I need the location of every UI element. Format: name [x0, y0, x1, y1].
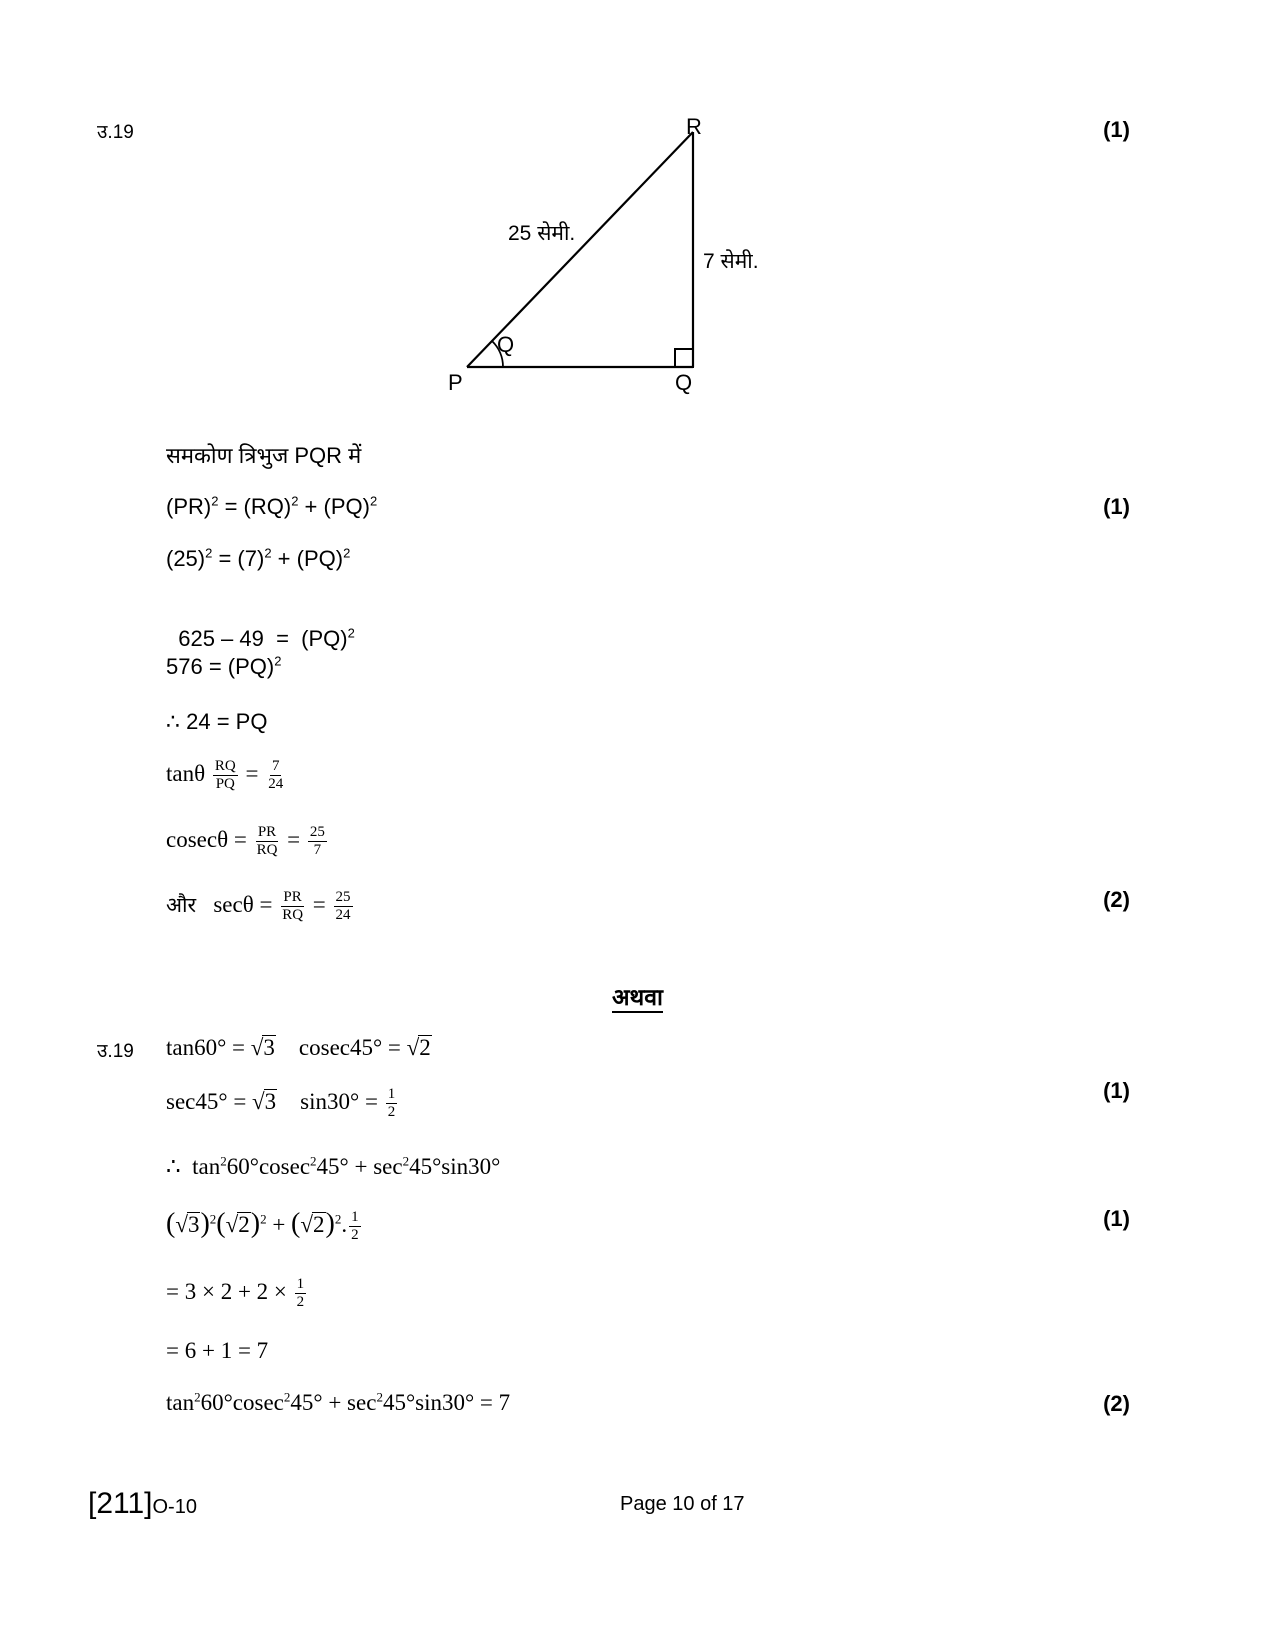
denominator: 2 — [387, 1104, 396, 1121]
eq-term: 45°sin30° — [409, 1154, 501, 1179]
superscript: 2 — [402, 1153, 410, 1169]
superscript: 2 — [291, 493, 299, 509]
superscript: 2 — [194, 1389, 201, 1405]
radicand: 2 — [419, 1035, 431, 1060]
eq-term: और — [166, 893, 197, 918]
numerator: 25 — [308, 824, 327, 842]
fraction — [280, 889, 305, 925]
radicand: 3 — [187, 1212, 200, 1237]
denominator: 7 — [313, 842, 322, 859]
denominator: 24 — [335, 907, 351, 924]
eq-term: = (RQ) — [218, 494, 292, 519]
eq-term: (PR) — [166, 494, 212, 519]
therefore-symbol: ∴ — [166, 1154, 181, 1179]
sec-equation — [166, 889, 355, 925]
eq-term: 625 – 49 = (PQ) — [178, 626, 348, 651]
superscript: 2 — [369, 493, 378, 509]
cosec-equation — [166, 824, 329, 860]
eq-term: 45°sin30° = 7 — [382, 1390, 511, 1415]
equation-line: $(√3)^2(√2)^2 + (√2)^2$. $\frac{1}{2}$ — [166, 1208, 359, 1244]
denominator: 2 — [351, 1227, 359, 1244]
equation-line — [166, 654, 281, 680]
numerator: 1 — [386, 1086, 398, 1104]
fraction — [295, 1276, 307, 1312]
superscript: 2 — [283, 1389, 291, 1405]
equation-line: tan60° = √3 cosec45° = √2 — [166, 1035, 431, 1060]
equation-line: = 6 + 1 = 7 — [166, 1338, 269, 1363]
right-angle-marker — [675, 349, 693, 367]
superscript: 2 — [334, 1211, 342, 1227]
eq-term: tan — [192, 1154, 221, 1179]
side-length-label: 7 सेमी. — [703, 250, 759, 273]
vertex-p-label: P — [448, 370, 463, 395]
fraction — [255, 824, 280, 860]
superscript: 2 — [205, 545, 213, 561]
eq-term: 45° + sec — [290, 1390, 377, 1415]
plus-sign: + — [266, 1212, 292, 1237]
intro-text: समकोण त्रिभुज PQR में — [166, 443, 362, 468]
or-heading-text: अथवा — [612, 984, 663, 1013]
superscript: 2 — [211, 493, 219, 509]
superscript: 2 — [209, 1211, 217, 1227]
dot-operator: . — [341, 1212, 348, 1237]
equation-line — [166, 1154, 500, 1180]
radicand: 2 — [238, 1212, 250, 1237]
eq-term: 45° + sec — [316, 1154, 403, 1179]
numerator: 25 — [334, 889, 353, 907]
superscript: 2 — [310, 1153, 317, 1169]
triangle-figure — [430, 110, 790, 410]
eq-term: cosec45° = — [298, 1035, 407, 1060]
superscript: 2 — [343, 545, 351, 561]
tan-equation — [166, 758, 287, 794]
eq-term: = (7) — [212, 546, 265, 571]
eq-term: + (PQ) — [271, 546, 344, 571]
denominator: RQ — [282, 907, 304, 924]
numerator: PR — [281, 889, 303, 907]
fraction — [308, 824, 327, 860]
eq-term: (25) — [166, 546, 206, 571]
paper-code-suffix: O-10 — [152, 1496, 197, 1518]
superscript: 2 — [264, 545, 272, 561]
eq-term: 60°cosec — [226, 1154, 311, 1179]
superscript: 2 — [260, 1211, 267, 1227]
equation-line — [166, 1276, 308, 1312]
superscript: 2 — [220, 1153, 227, 1169]
eq-term: + (PQ) — [298, 494, 370, 519]
numerator: 1 — [295, 1276, 307, 1294]
denominator: PQ — [215, 776, 235, 793]
superscript: 2 — [347, 625, 355, 641]
radicand: 3 — [263, 1035, 275, 1060]
marks-label: (2) — [1103, 887, 1130, 912]
eq-term: 576 = (PQ) — [166, 654, 275, 679]
marks-label: (1) — [1103, 1206, 1130, 1231]
fraction — [386, 1086, 398, 1122]
equation-line — [166, 494, 377, 520]
numerator: 7 — [270, 758, 282, 776]
marks-label: (1) — [1103, 494, 1130, 519]
hypotenuse-length-label: 25 सेमी. — [508, 222, 576, 245]
numerator: PR — [256, 824, 278, 842]
denominator: RQ — [256, 842, 278, 859]
equation-line — [166, 546, 350, 572]
fraction — [213, 758, 238, 794]
equals-sign: = — [312, 892, 326, 918]
eq-term: cosecθ = — [166, 827, 247, 853]
page-number: Page 10 of 17 — [620, 1493, 745, 1515]
equation-line: sec45° = √3 sin30° = $\frac{1}{2}$ — [166, 1086, 396, 1121]
eq-term: secθ = — [213, 892, 273, 918]
numerator: RQ — [213, 758, 238, 776]
fraction — [349, 1209, 361, 1245]
eq-term: tan60° = — [166, 1035, 251, 1060]
equals-sign: = — [245, 761, 259, 787]
eq-term: 60°cosec — [200, 1390, 284, 1415]
vertex-q-label: Q — [675, 370, 693, 395]
question-number: उ.19 — [97, 122, 134, 143]
superscript: 2 — [274, 653, 282, 669]
fraction — [266, 758, 285, 794]
eq-term: sin30° = — [300, 1089, 378, 1115]
denominator: 24 — [268, 776, 284, 793]
marks-label: (1) — [1103, 117, 1130, 142]
eq-term: sec45° = — [166, 1089, 253, 1115]
angle-label: Q — [497, 332, 515, 357]
denominator: 2 — [296, 1294, 305, 1311]
marks-label: (2) — [1103, 1391, 1130, 1416]
equals-sign: = — [287, 827, 301, 853]
radicand: 2 — [313, 1212, 325, 1237]
marks-label: (1) — [1103, 1078, 1130, 1103]
eq-term: tan — [166, 1390, 195, 1415]
eq-term: = 3 × 2 + 2 × — [166, 1279, 287, 1305]
equation-line — [166, 1390, 510, 1416]
fraction — [334, 889, 353, 925]
superscript: 2 — [376, 1389, 383, 1405]
question-number: उ.19 — [97, 1041, 134, 1062]
paper-code: [211] — [88, 1487, 153, 1520]
radicand: 3 — [264, 1089, 277, 1115]
vertex-r-label: R — [686, 114, 702, 139]
eq-term: tanθ — [166, 761, 206, 787]
equation-line: ∴ 24 = PQ — [166, 709, 268, 734]
footer-paper-code — [88, 1487, 197, 1521]
or-heading — [0, 980, 1275, 1012]
equation-line — [166, 600, 355, 652]
numerator: 1 — [349, 1209, 361, 1227]
